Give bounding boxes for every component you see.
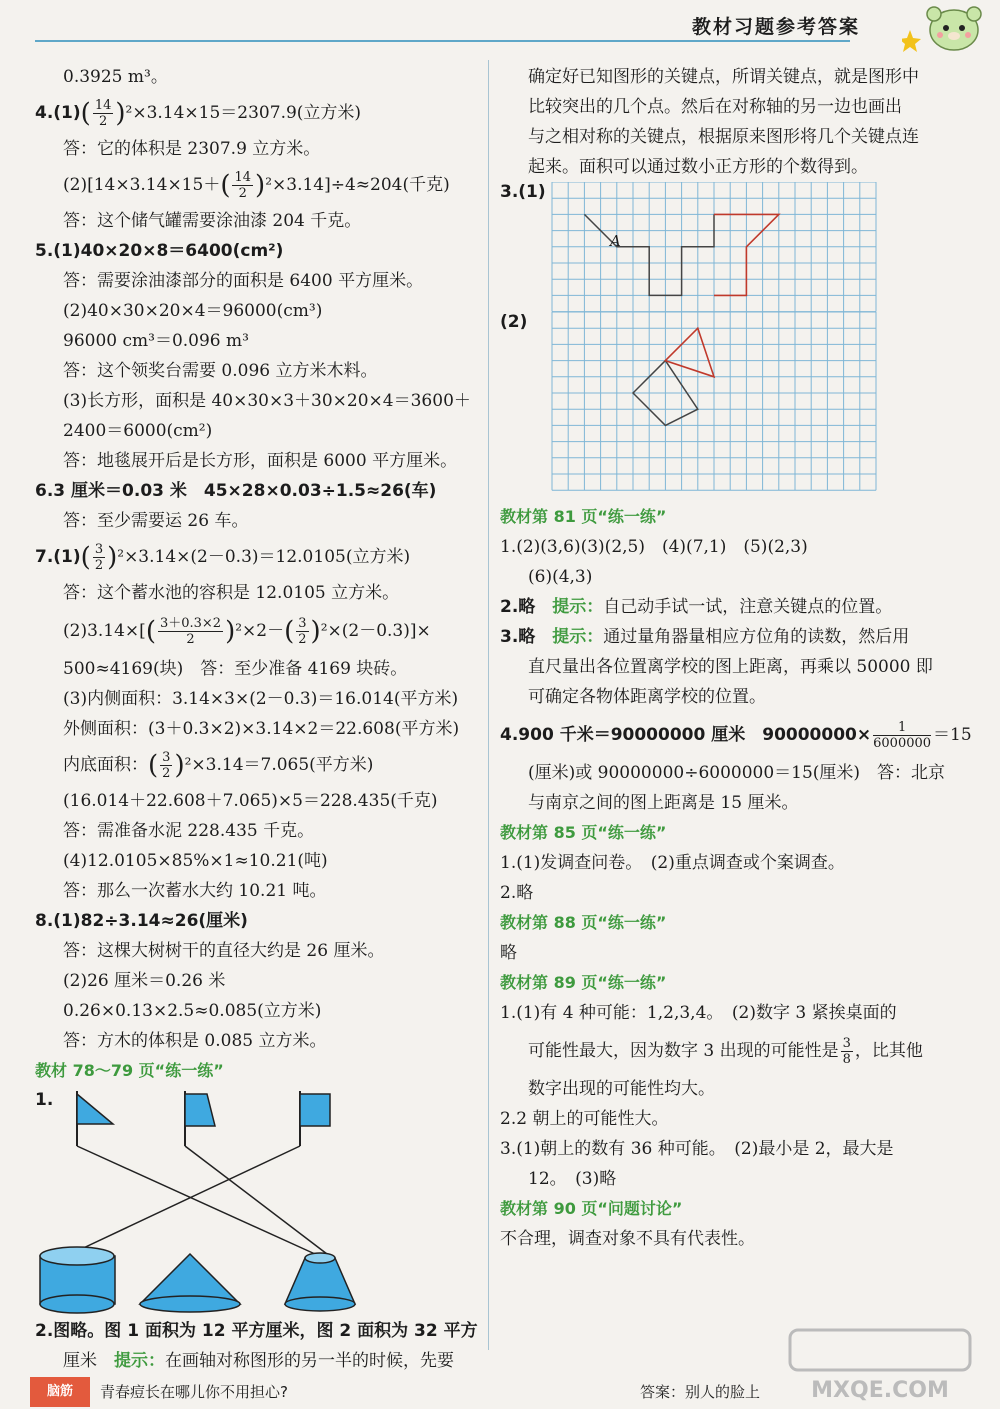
header-title: 教材习题参考答案 [691, 16, 860, 38]
text-line: 可确定各物体距离学校的位置。 [528, 687, 766, 707]
text-line: (2)40×30×20×4＝96000(cm³) [63, 301, 323, 321]
tip-label: 提示： [552, 627, 604, 647]
text-line: 1.(1)发调查问卷。 (2)重点调查或个案调查。 [500, 853, 845, 873]
text-line: 12。 (3)略 [528, 1169, 617, 1189]
text-line: 2.略 [500, 883, 534, 903]
text-line: 96000 cm³＝0.096 m³ [63, 331, 249, 351]
item-number: 3.(1) [500, 182, 546, 202]
triangle-flag-icon [77, 1094, 113, 1124]
question-7-3c: 内底面积：( $\frac{3}{2}$ )²×3.14＝7.065(平方米) [63, 750, 374, 781]
text-line: 1.(1)有 4 种可能：1,2,3,4。 (2)数字 3 紧挨桌面的 [500, 1003, 897, 1023]
page-header [0, 0, 1000, 50]
grid-figure-1 [500, 182, 970, 312]
section-heading-81: 教材第 81 页“练一练” [500, 507, 667, 526]
cylinder-icon [40, 1247, 115, 1313]
reflected-shape [665, 328, 714, 377]
question-6: 6.3 厘米＝0.03 米 45×28×0.03÷1.5≈26(车) [35, 481, 437, 501]
question-4-1: 4.(1)( $\frac{14}{2}$ )²×3.14×15＝2307.9(立方米) [35, 98, 362, 129]
text-line: 直尺量出各位置离学校的图上距离，再乘以 50000 即 [528, 657, 933, 677]
tip-label: 提示： [114, 1351, 165, 1371]
shape-matching-figure [35, 1086, 485, 1316]
fraction: $\frac{3}{2}$ [162, 750, 171, 781]
answer-line: 答：这棵大树树干的直径大约是 26 厘米。 [63, 941, 385, 961]
answer-line: 答：地毯展开后是长方形，面积是 6000 平方厘米。 [63, 451, 458, 471]
text-line: 2400＝6000(cm²) [63, 421, 213, 441]
right-column [500, 62, 970, 1254]
section-heading-85: 教材第 85 页“练一练” [500, 823, 667, 842]
fraction: $\frac{3}{2}$ [298, 616, 307, 647]
text-line: 500≈4169(块) 答：至少准备 4169 块砖。 [63, 659, 408, 679]
fraction: $\frac{14}{2}$ [94, 98, 112, 129]
fraction: $\frac{3}{8}$ [842, 1036, 851, 1067]
section-heading-88: 教材第 88 页“练一练” [500, 913, 667, 932]
column-divider [488, 60, 489, 1350]
text-line: (16.014＋22.608＋7.065)×5＝228.435(千克) [63, 791, 438, 811]
tip-label: 提示： [552, 597, 604, 617]
section-heading-90: 教材第 90 页“问题讨论” [500, 1199, 683, 1218]
text-line: (6)(4,3) [528, 567, 593, 587]
bear-mascot-icon [902, 2, 982, 52]
question-s2: 2.图略。图 1 面积为 12 平方厘米，图 2 面积为 32 平方 [35, 1321, 478, 1341]
text-line: 3.(1)朝上的数有 36 种可能。 (2)最小是 2，最大是 [500, 1139, 894, 1159]
question-p3: 3.略 提示：通过量角器量相应方位角的读数，然后用 [500, 627, 910, 647]
left-column [35, 62, 485, 1376]
text-line: 与之相对称的关键点，根据原来图形将几个关键点连 [528, 127, 919, 147]
text-line: 不合理，调查对象不具有代表性。 [500, 1229, 755, 1249]
answer-line: 答：这个蓄水池的容积是 12.0105 立方米。 [63, 583, 400, 603]
trapezoid-flag-icon [185, 1094, 215, 1126]
item-number: (2) [500, 312, 528, 332]
text-line: 外侧面积：(3＋0.3×2)×3.14×2＝22.608(平方米) [63, 719, 460, 739]
answer-line: 答：需准备水泥 228.435 千克。 [63, 821, 315, 841]
question-p4: 4.900 千米＝90000000 厘米 90000000× $\frac{1}{6000000}$ ＝15 [500, 720, 972, 751]
text-line: 1.(2)(3,6)(3)(2,5) (4)(7,1) (5)(2,3) [500, 537, 808, 557]
answer-line: 答：这个领奖台需要 0.096 立方米木料。 [63, 361, 378, 381]
text-line: 0.3925 m³。 [63, 67, 168, 87]
question-p2: 2.略 提示：自己动手试一试，注意关键点的位置。 [500, 597, 893, 617]
item-number: 1. [35, 1090, 54, 1110]
grid-lines [552, 312, 876, 490]
text-line: (3)内侧面积：3.14×3×(2－0.3)＝16.014(平方米) [63, 689, 459, 709]
symmetry-grid-1 [500, 182, 970, 312]
header-rule [35, 40, 850, 42]
answer-line: 答：需要涂油漆部分的面积是 6400 平方厘米。 [63, 271, 424, 291]
grid-figure-2 [500, 312, 970, 502]
riddle-question: 青春痘长在哪儿你不用担心? [100, 1383, 288, 1401]
fraction: $\frac{1}{6000000}$ [873, 720, 932, 751]
riddle-answer: 答案：别人的脸上 [639, 1383, 760, 1401]
formula-rest: ²×3.14]÷4≈204(千克) [265, 175, 450, 195]
cone-icon [140, 1254, 240, 1312]
answer-line: 答：那么一次蓄水大约 10.21 吨。 [63, 881, 327, 901]
fraction: $\frac{14}{2}$ [234, 170, 252, 201]
text-line: (3)长方形，面积是 40×30×3＋30×20×4＝3600＋ [63, 391, 471, 411]
formula-prefix: 4.(1) [35, 103, 81, 123]
question-4-2: (2)[14×3.14×15＋( $\frac{14}{2}$ )²×3.14]÷4≈204(千克) [63, 170, 450, 201]
symmetry-grid-2 [500, 312, 970, 502]
site-watermark [780, 1325, 980, 1405]
question-s2-tip: 厘米 提示：在画轴对称图形的另一半的时候，先要 [63, 1351, 454, 1371]
text-line: 比较突出的几个点。然后在对称轴的另一边也画出 [528, 97, 902, 117]
riddle-logo: 脑筋 [30, 1377, 90, 1407]
text-line: 确定好已知图形的关键点，所谓关键点，就是图形中 [528, 67, 919, 87]
watermark-text: MXQE.COM [811, 1378, 949, 1403]
text-line: 数字出现的可能性均大。 [528, 1079, 715, 1099]
text-line: (2)26 厘米＝0.26 米 [63, 971, 226, 991]
text-line: 2.2 朝上的可能性大。 [500, 1109, 669, 1129]
matching-diagram [35, 1086, 485, 1316]
rectangle-flag-icon [300, 1094, 330, 1126]
frustum-icon [285, 1253, 355, 1311]
text-line: 略 [500, 943, 517, 963]
answer-line: 答：它的体积是 2307.9 立方米。 [63, 139, 321, 159]
answer-line: 答：方木的体积是 0.085 立方米。 [63, 1031, 327, 1051]
question-7-1: 7.(1)( $\frac{3}{2}$ )²×3.14×(2－0.3)＝12.0105(立方米) [35, 542, 411, 573]
text-line: 与南京之间的图上距离是 15 厘米。 [528, 793, 799, 813]
formula-rest: ²×3.14×15＝2307.9(立方米) [125, 103, 362, 123]
question-5-1: 5.(1)40×20×8＝6400(cm²) [35, 241, 284, 261]
text-line: 0.26×0.13×2.5≈0.085(立方米) [63, 1001, 322, 1021]
section-heading-78-79: 教材 78～79 页“练一练” [35, 1061, 224, 1080]
question-89-1b: 可能性最大，因为数字 3 出现的可能性是 $\frac{3}{8}$ ，比其他 [528, 1036, 923, 1067]
text-line: (4)12.0105×85%×1≈10.21(吨) [63, 851, 328, 871]
question-7-2: (2)3.14×[( $\frac{3+0.3\times 2}{2}$ )²×2－( $\frac{3}{2}$ )²×(2－0.3)]× [63, 616, 431, 647]
shape-label-a: A [610, 232, 621, 250]
question-8-1: 8.(1)82÷3.14≈26(厘米) [35, 911, 248, 931]
fraction: $\frac{3}{2}$ [94, 542, 104, 573]
text-line: (厘米)或 90000000÷6000000＝15(厘米) 答：北京 [528, 763, 946, 783]
answer-line: 答：这个储气罐需要涂油漆 204 千克。 [63, 211, 362, 231]
fraction: $\frac{3+0.3\times 2}{2}$ [159, 616, 222, 647]
formula-prefix: (2)[14×3.14×15＋ [63, 175, 221, 195]
text-line: 起来。面积可以通过数小正方形的个数得到。 [528, 157, 868, 177]
watermark-logo-icon [780, 1325, 980, 1405]
section-heading-89: 教材第 89 页“练一练” [500, 973, 667, 992]
answer-line: 答：至少需要运 26 车。 [63, 511, 249, 531]
